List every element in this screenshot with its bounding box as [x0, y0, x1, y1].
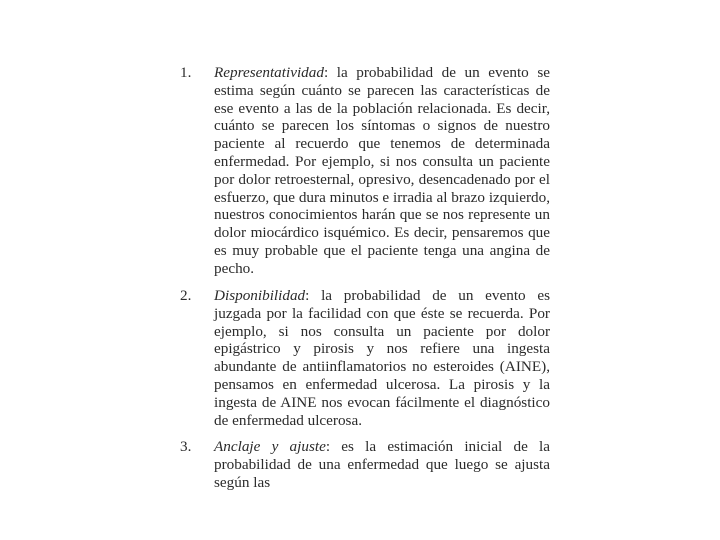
list-item	[180, 287, 550, 429]
item-body	[214, 438, 550, 491]
item-body	[214, 287, 550, 429]
item-text: : la probabilidad de un evento se estima según cuánto se parecen las características de ese evento a las de la población relacionada. Es decir, cuánto se parecen los síntomas o signos de nuestro paciente al recuerdo que tenemos de determinada enfermedad. Por ejemplo, si nos consulta un paciente por dolor retroesternal, opresivo, desencadenado por el esfuerzo, que dura minutos e irradia al brazo izquierdo, nuestros conocimientos harán que se nos represente un dolor miocárdico isquémico. Es decir, pensaremos que es muy probable que el paciente tenga una angina de pecho.	[214, 64, 550, 277]
item-body	[214, 64, 550, 278]
item-number: 2.	[180, 287, 192, 304]
item-text: : es la estimación inicial de la probabilidad de una enfermedad que luego se ajusta según las	[214, 438, 551, 491]
list-item	[180, 438, 550, 491]
list-item	[180, 64, 550, 278]
item-text: : la probabilidad de un evento es juzgada por la facilidad con que éste se recuerda. Por ejemplo, si nos consulta un paciente por dolor epigástrico y pirosis y nos refiere una ingesta abundante de antiinflamatorios no esteroides (AINE), pensamos en enfermedad ulcerosa. La pirosis y la ingesta de AINE nos evocan fácilmente el diagnóstico de enfermedad ulcerosa.	[214, 287, 550, 429]
item-term: Representatividad	[214, 64, 324, 81]
item-number: 1.	[180, 64, 192, 81]
item-number: 3.	[180, 438, 192, 455]
item-term: Disponibilidad	[214, 287, 306, 304]
item-term: Anclaje y ajuste	[214, 438, 326, 455]
